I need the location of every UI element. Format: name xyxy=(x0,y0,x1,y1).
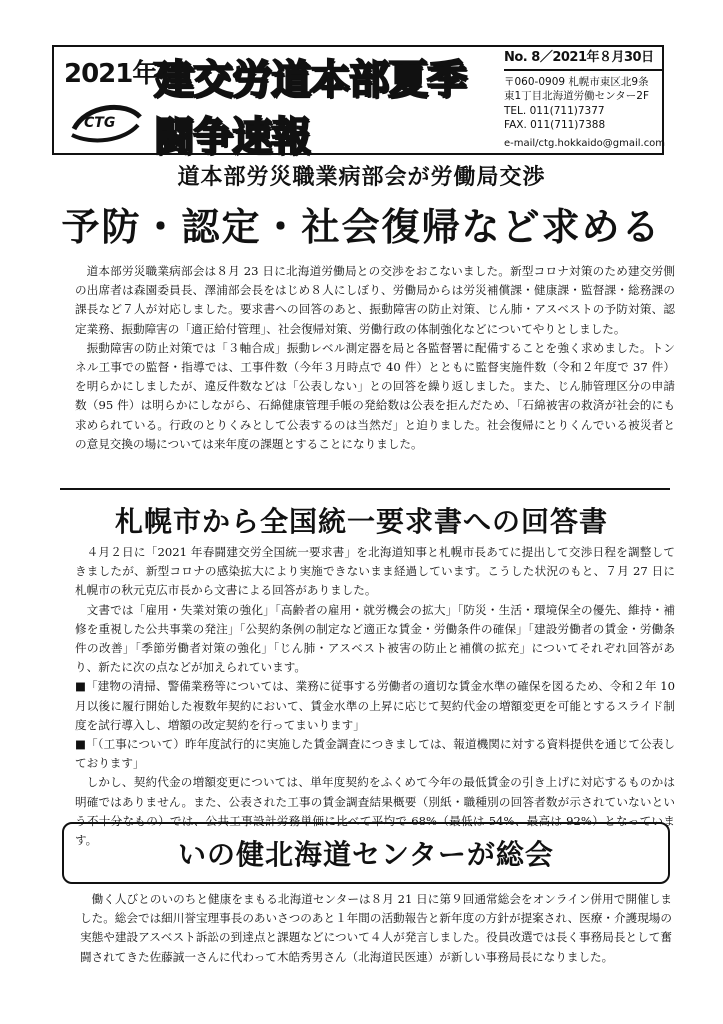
address-line: 東1丁目北海道労働センター2F xyxy=(504,90,649,102)
article2-headline: 札幌市から全国統一要求書への回答書 xyxy=(114,505,608,538)
divider xyxy=(60,488,670,490)
masthead-title: 建交労道本部夏季闘争速報 xyxy=(154,57,466,160)
paragraph: ４月２日に「2021 年春闘建交労全国統一要求書」を北海道知事と札幌市長あてに提出して交渉日程を調整してきましたが、新型コロナの感染拡大により実施できないまま経過しています。こうした状況のもと、７月 27 日に札幌市の秋元克広市長から文書による回答がありました。 xyxy=(75,545,675,598)
paragraph: 働く人びとのいのちと健康をまもる北海道センターは８月 21 日に第９回通常総会をオンライン併用で開催しました。総会では細川誉宝理事長のあいさつのあと１年間の活動報告と新年度の方針が提案され、医療・介護現場の実態や建設アスベスト訴訟の到達点と課題などについて４人が発言しました。役員改選では長く事務局長として奮闘されてきた佐藤誠一さんに代わって木皓秀男さん（北海道民医連）が新しい事務局長になりました。 xyxy=(80,892,672,964)
paragraph: しかし、契約代金の増額変更については、単年度契約をふくめて今年の最低賃金の引き上げに対応するものかは明確ではありません。また、公表された工事の賃金調査結果概要（別紙・職種別の回答者数が示されていないという不十分なもの）では、公共工事設計労務単価に比べて平均で 68%（最低は 54%、最高は 92%）となっています。 xyxy=(75,775,675,848)
article2-body xyxy=(75,543,675,850)
tel-line: TEL. 011(711)7377 xyxy=(504,104,605,117)
paragraph: 道本部労災職業病部会は８月 23 日に北海道労働局との交渉をおこないました。新型コロナ対策のため建交労側の出席者は森園委員長、澤浦部会長をはじめ８人にしぼり、労働局からは労災補償課・健康課・監督課・総務課の課長など７人が対応しました。要求書への回答のあと、振動障害の防止対策、じん肺・アスベストの予防対策、認定業務、振動障害の「適正給付管理」、社会復帰対策、労働行政の体制強化などについてやりとしました。 xyxy=(75,264,675,336)
article3-headline: いの健北海道センターが総会 xyxy=(62,822,670,884)
fax-line: FAX. 011(711)7388 xyxy=(504,119,606,131)
paragraph: 振動障害の防止対策では「３軸合成」振動レベル測定器を局と各監督署に配備することを強く求めました。トンネル工事での監督・指導では、工事件数（今年３月時点で 40 件）とともに監督実施件数（令和２年度で 37 件）を明らかにしましたが、違反件数などは「公表しない」との回答を繰り返しました。また、じん肺管理区分の申請数（95 件）は明らかにしながら、石綿健康管理手帳の発給数は公表を拒んだため、「石綿被害の救済が社会的にも求められている。行政のとりくみとして公表するのは当然だ」と迫りました。社会復帰にとりくんでいる被災者との意見交換の場については来年度の課題とすることになりました。 xyxy=(75,340,676,451)
article1-body xyxy=(75,262,675,454)
paragraph: ■「建物の清掃、警備業務等については、業務に従事する労働者の適切な賃金水準の確保を図るため、令和２年 10 月以後に履行開始した複数年契約において、賃金水準の上昇に応じて契約代金の増額変更を可能とするスライド制度を試行導入し、増額の改定契約を行ってまいります」 xyxy=(75,679,675,732)
article1-subtitle: 道本部労災職業病部会が労働局交渉 xyxy=(177,165,546,190)
paragraph: 文書では「雇用・失業対策の強化」「高齢者の雇用・就労機会の拡大」「防災・生活・環境保全の優先、維持・補修を重視した公共事業の発注」「公契約条例の制定など適正な賃金・労働条件の確保」「建設労働者の賃金・労働条件の改善」「季節労働者対策の強化」「じん肺・アスベスト被害の防止と補償の拡充」についてそれぞれ回答があり、新たに次の点などが加えられています。 xyxy=(75,602,675,675)
masthead-info xyxy=(504,51,662,133)
email-line: e-mail/ctg.hokkaido@gmail.com xyxy=(504,138,666,149)
masthead-year: 2021年 xyxy=(64,59,158,89)
ctg-logo-icon xyxy=(66,95,146,145)
article1-headline: 予防・認定・社会復帰など求める xyxy=(61,204,662,249)
address-line: 〒060-0909 札幌市東区北9条 xyxy=(504,75,649,88)
article3-body xyxy=(80,890,672,967)
masthead xyxy=(52,45,666,160)
paragraph: ■「（工事について）昨年度試行的に実施した賃金調査につきましては、報道機関に対する資料提供を通じて公表しております」 xyxy=(75,737,675,771)
issue-number: No. 8／2021年８月30日 xyxy=(504,51,662,71)
ctg-logo-text: CTG xyxy=(84,115,116,131)
